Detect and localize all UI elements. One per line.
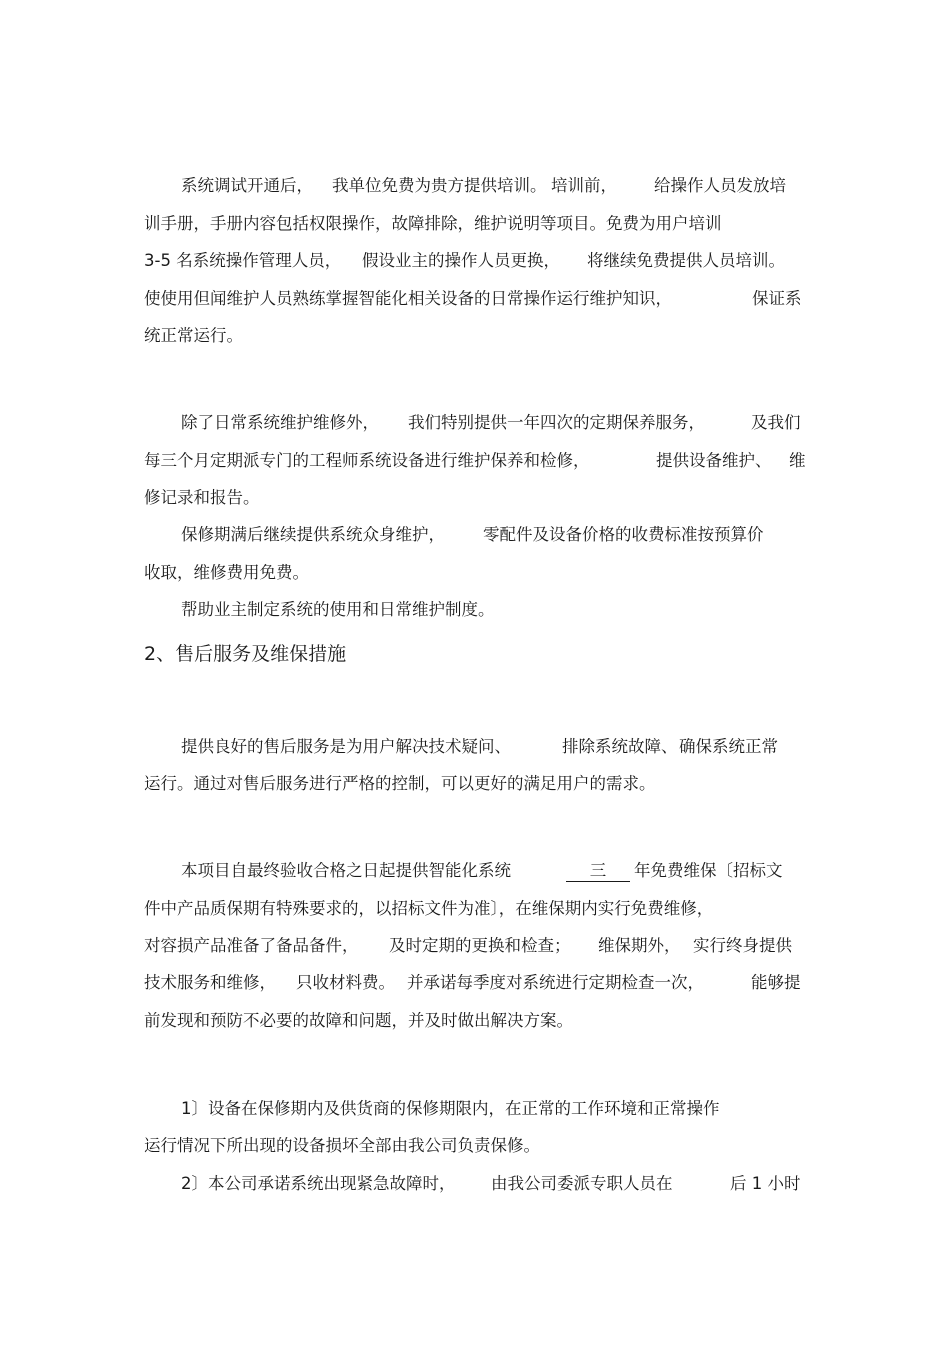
text-segment: 假设业主的操作人员更换，: [362, 251, 560, 270]
text-segment: 运行。通过对售后服务进行严格的控制，可以更好的满足用户的需求。: [144, 774, 656, 793]
text-segment: 只收材料费。: [296, 973, 395, 992]
text-segment: 本项目自最终验收合格之日起提供智能化系统: [181, 861, 511, 880]
text-segment: 零配件及设备价格的收费标准按预算价: [483, 525, 764, 544]
text-segment: 排除系统故障、: [562, 737, 678, 756]
heading-text: 2、售后服务及维保措施: [144, 643, 347, 665]
text-segment: 收取，维修费用免费。: [144, 563, 309, 582]
text-segment: 年免费维保〔招标文: [634, 861, 783, 880]
p5-line-2: [0, 771, 950, 849]
p6-line-5: [0, 1008, 950, 1086]
text-segment: 维: [789, 451, 806, 470]
text-segment: 训手册，手册内容包括权限操作，故障排除，维护说明等项目。免费为用户培训: [144, 214, 722, 233]
text-segment: 及我们: [751, 413, 801, 432]
text-segment: 保证系: [752, 289, 802, 308]
text-segment: 给操作人员发放培: [654, 176, 786, 195]
text-segment: 我单位免费为贵方提供培训。: [332, 176, 547, 195]
text-segment: 帮助业主制定系统的使用和日常维护制度。: [181, 600, 495, 619]
text-segment: 保修期满后继续提供系统众身维护，: [181, 525, 445, 544]
text-segment: 件中产品质保期有特殊要求的，以招标文件为准〕，在维保期内实行免费维修，: [144, 899, 714, 918]
text-segment: 修记录和报告。: [144, 488, 260, 507]
text-segment: 将继续免费提供人员培训。: [587, 251, 785, 270]
text-segment: 使使用但闻维护人员熟练掌握智能化相关设备的日常操作运行维护知识，: [144, 289, 672, 308]
text-segment: 并承诺每季度对系统进行定期检查一次，: [407, 973, 704, 992]
blank-value: 三: [566, 861, 630, 882]
text-segment: 提供设备维护、: [656, 451, 772, 470]
text-segment: 培训前，: [551, 176, 617, 195]
text-segment: 对容损产品准备了备品备件，: [144, 936, 359, 955]
text-segment: 系统调试开通后，: [181, 176, 313, 195]
text-segment: 3-5 名系统操作管理人员，: [144, 251, 342, 270]
text-segment: 前发现和预防不必要的故障和问题，并及时做出解决方案。: [144, 1011, 573, 1030]
text-segment: 及时定期的更换和检查；: [389, 936, 571, 955]
text-segment: 我们特别提供一年四次的定期保养服务，: [408, 413, 705, 432]
text-segment: 除了日常系统维护维修外，: [181, 413, 379, 432]
text-segment: 后 1 小时: [730, 1174, 801, 1193]
text-segment: 实行终身提供: [693, 936, 792, 955]
p1-line-5: [0, 323, 950, 401]
text-segment: 每三个月定期派专门的工程师系统设备进行维护保养和检修，: [144, 451, 590, 470]
text-segment: 运行情况下所出现的设备损坏全部由我公司负责保修。: [144, 1136, 540, 1155]
item2-line-1: [0, 1171, 950, 1301]
text-segment: 维保期外，: [598, 936, 681, 955]
text-segment: 由我公司委派专职人员在: [491, 1174, 673, 1193]
section-heading: [0, 640, 950, 724]
fill-in-blank: [566, 858, 630, 884]
text-segment: 确保系统正常: [679, 737, 778, 756]
text-segment: 技术服务和维修，: [144, 973, 276, 992]
text-segment: 能够提: [751, 973, 801, 992]
text-segment: 提供良好的售后服务是为用户解决技术疑问、: [181, 737, 511, 756]
text-segment: 2〕本公司承诺系统出现紧急故障时，: [181, 1174, 456, 1193]
text-segment: 1〕设备在保修期内及供货商的保修期限内，在正常的工作环境和正常操作: [181, 1099, 720, 1118]
text-segment: 统正常运行。: [144, 326, 243, 345]
